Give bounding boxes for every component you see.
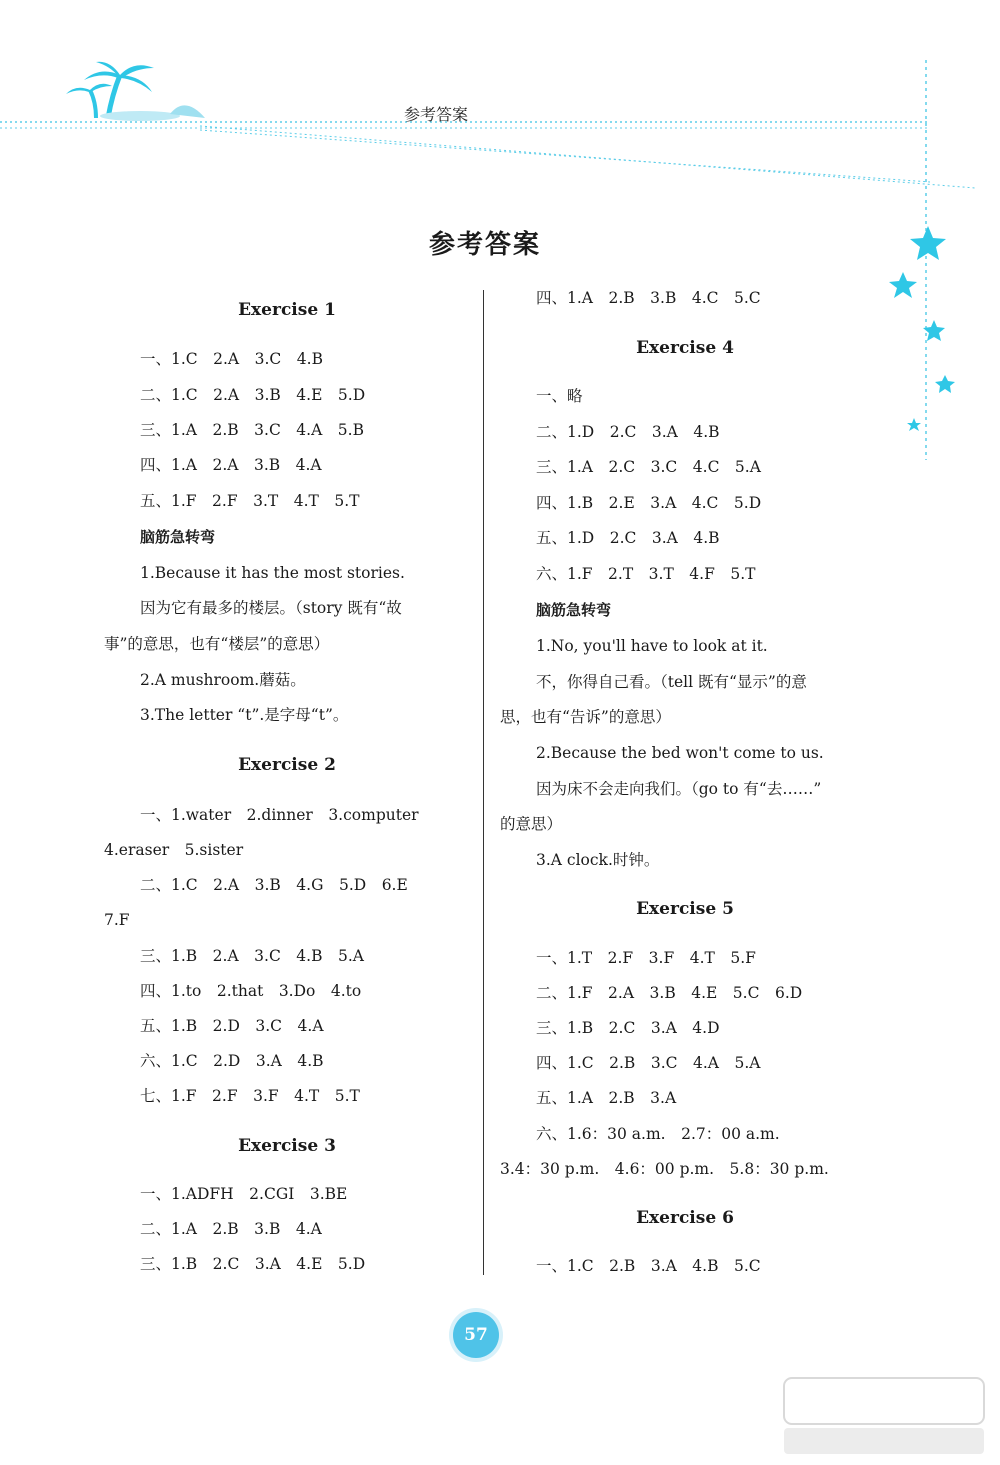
answer-line: 二、1.C 2.A 3.B 4.G 5.D 6.E [140,876,408,894]
subsection-label: 脑筋急转弯 [140,528,216,546]
answer-line: 四、1.A 2.A 3.B 4.A [140,456,322,474]
answer-line: 七、1.F 2.F 3.F 4.T 5.T [140,1087,360,1105]
answer-line: 四、1.B 2.E 3.A 4.C 5.D [536,494,762,512]
header-title: 参考答案 [404,105,469,124]
page-number: 57 [453,1312,499,1358]
answer-line: 因为它有最多的楼层。（story 既有“故 [140,599,402,617]
answer-line: 事”的意思，也有“楼层”的意思） [104,635,330,653]
page-title: 参考答案 [428,230,541,260]
section-heading: Exercise 5 [636,899,734,919]
answer-line: 一、1.C 2.A 3.C 4.B [140,350,323,368]
answer-line: 一、1.ADFH 2.CGI 3.BE [140,1185,348,1203]
answer-line: 六、1.C 2.D 3.A 4.B [140,1052,324,1070]
section-heading: Exercise 6 [636,1208,734,1228]
answer-line: 二、1.A 2.B 3.B 4.A [140,1220,322,1238]
answer-line: 3.A clock.时钟。 [536,851,660,869]
watermark-logo-icon [780,1372,990,1460]
answer-line: 1.Because it has the most stories. [140,564,405,582]
answer-line: 7.F [104,911,130,929]
answer-line: 四、1.C 2.B 3.C 4.A 5.A [536,1054,761,1072]
answer-line: 四、1.to 2.that 3.Do 4.to [140,982,362,1000]
answer-line: 不，你得自己看。（tell 既有“显示”的意 [536,673,807,691]
section-heading: Exercise 3 [238,1136,336,1156]
answer-line: 三、1.A 2.B 3.C 4.A 5.B [140,421,364,439]
section-heading: Exercise 4 [636,338,734,358]
answer-line: 思，也有“告诉”的意思） [500,708,671,726]
answer-line: 3.4：30 p.m. 4.6：00 p.m. 5.8：30 p.m. [500,1160,829,1178]
answer-line: 五、1.F 2.F 3.T 4.T 5.T [140,492,360,510]
answer-line: 2.A mushroom.蘑菇。 [140,671,306,689]
answer-line: 三、1.B 2.C 3.A 4.E 5.D [140,1255,366,1273]
palm-tree-icon [66,62,205,121]
answer-line: 五、1.A 2.B 3.A [536,1089,677,1107]
answer-line: 六、1.F 2.T 3.T 4.F 5.T [536,565,756,583]
answer-line: 一、1.C 2.B 3.A 4.B 5.C [536,1257,761,1275]
answer-line: 三、1.B 2.C 3.A 4.D [536,1019,720,1037]
answer-line: 四、1.A 2.B 3.B 4.C 5.C [536,289,761,307]
section-heading: Exercise 2 [238,755,336,775]
answer-line: 二、1.C 2.A 3.B 4.E 5.D [140,386,366,404]
answer-line: 六、1.6：30 a.m. 2.7：00 a.m. [536,1125,780,1143]
answer-line: 因为床不会走向我们。（go to 有“去……” [536,780,822,798]
answer-line: 五、1.D 2.C 3.A 4.B [536,529,720,547]
answer-line: 二、1.F 2.A 3.B 4.E 5.C 6.D [536,984,803,1002]
section-heading: Exercise 1 [238,300,336,320]
column-divider [483,290,484,1275]
answer-line: 3.The letter “t”.是字母“t”。 [140,706,349,724]
answer-line: 三、1.A 2.C 3.C 4.C 5.A [536,458,761,476]
answer-line: 一、略 [536,387,583,405]
answer-line: 一、1.water 2.dinner 3.computer [140,806,419,824]
answer-line: 2.Because the bed won't come to us. [536,744,824,762]
subsection-label: 脑筋急转弯 [536,601,612,619]
answer-line: 1.No, you'll have to look at it. [536,637,768,655]
answer-line: 二、1.D 2.C 3.A 4.B [536,423,720,441]
answer-line: 4.eraser 5.sister [104,841,244,859]
answer-line: 三、1.B 2.A 3.C 4.B 5.A [140,947,364,965]
answer-line: 的意思） [500,815,563,833]
answer-line: 一、1.T 2.F 3.F 4.T 5.F [536,949,756,967]
answer-line: 五、1.B 2.D 3.C 4.A [140,1017,324,1035]
